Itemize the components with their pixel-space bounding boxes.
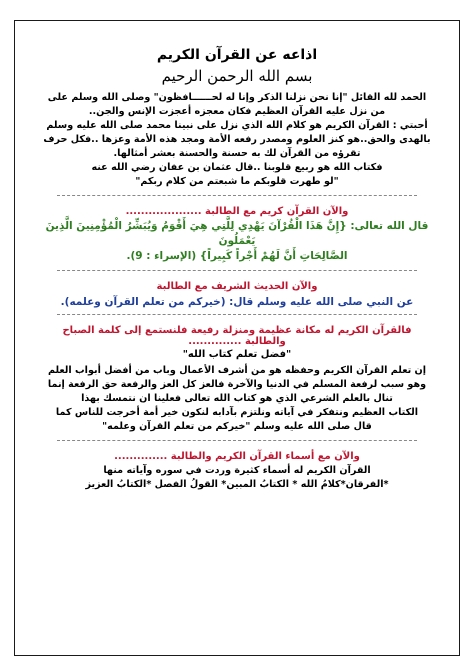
section1-dots: .................... (125, 206, 202, 217)
section3-dots: .............. (188, 336, 242, 347)
section2-heading: والآن الحديث الشريف مع الطالبة (156, 281, 318, 292)
section4-heading (29, 451, 445, 462)
speech-paragraph (33, 364, 441, 434)
intro-line: أحبتي : القرآن الكريم هو كلام الله الذي نزل على نبينا محمد صلى الله عليه وسلم (46, 120, 428, 131)
section3-heading-line (29, 336, 445, 347)
intro-paragraph (33, 91, 441, 189)
speech-line: وهو سبب لرفعة المسلم في الدنيا والآخرة فالعز كل العز والرفعة حق الرفعة إنما (47, 379, 427, 390)
quran-verse (35, 219, 439, 264)
section3-heading-line2: والطالبة (244, 336, 286, 347)
section3-heading-line: فالقرآن الكريم له مكانة عظيمة ومنزلة رفيعة فلنستمع إلى كلمة الصباح (62, 325, 412, 336)
quran-names-line: *الفرقان*كلامُ الله * الكتابُ المبين* القولُ الفصل *الكتابُ العزيز (85, 479, 389, 490)
intro-line: فكتاب الله هو ربيع قلوبنا ..قال عثمان بن عفان رضي الله عنه (91, 162, 383, 173)
page-border-frame (14, 20, 460, 656)
speech-title: "فضل تعلم كتاب الله" (182, 349, 292, 360)
hadith-text: عن النبي صلى الله عليه وسلم قال: (خيركم من تعلم القرآن وعلمه). (60, 296, 414, 308)
speech-line: الكتاب العظيم ونتفكر في آياته ونلتزم بآدابه لنكون خير أمة أخرجت للناس كما (55, 407, 419, 418)
intro-line: بالهدى والحق..هو كنز العلوم ومصدر رفعه الأمة ومجد هذه الأمة وعزها ..فكل حرف (43, 134, 431, 145)
section4-dots: .............. (114, 451, 168, 462)
speech-line: إن تعلم القرآن الكريم وحفظه هو من أشرف الأعمال وباب من أفضل أبواب العلم (47, 365, 427, 376)
speech-line: قال صلى الله عليه وسلم "خيركم من تعلم القرآن وعلمه" (102, 421, 372, 432)
intro-line: من نزل عليه القرآن العظيم فكان معجزه أعجزت الإنس والجن.. (88, 106, 386, 117)
section4-heading-text: والآن مع أسماء القرآن الكريم والطالبة (170, 451, 360, 462)
section1-heading-text: والآن القرآن كريم مع الطالبة (205, 206, 349, 217)
quran-verse-line: الصَّالِحَاتِ أَنَّ لَهُمْ أَجْراً كَبِيراً} (الإسراء : 9). (126, 250, 348, 262)
quran-names-line: القرآن الكريم له أسماء كثيرة وردت في سوره وآياته منها (103, 465, 371, 476)
section-divider (57, 440, 417, 441)
intro-line: "لو طهرت قلوبكم ما شبعتم من كلام ربكم" (135, 176, 339, 187)
basmala: بسم الله الرحمن الرحيم (161, 67, 313, 85)
intro-line: تقرؤه من القرآن لك به حسنة والحسنة بعشر أمثالها. (113, 148, 361, 159)
section-divider (57, 270, 417, 271)
section-divider (57, 195, 417, 196)
intro-line: الحمد لله القائل "إنا نحن نزلنا الذكر وإنا له لحــــــافظون" وصلى الله وسلم على (47, 92, 427, 103)
quran-verse-line: قال الله تعالى: {إِنَّ هَذَا الْقُرْآنَ يَهْدِي لِلَّتِي هِيَ أَقْوَمُ وَيُبَشِّرُ الْمُؤْمِنِينَ الَّذِينَ يَعْمَلُونَ (45, 220, 429, 247)
document-title: اذاعه عن القرآن الكريم (156, 47, 318, 63)
quran-names-paragraph (33, 464, 441, 492)
section1-heading (29, 206, 445, 217)
section-divider (57, 314, 417, 315)
section3-heading (29, 325, 445, 347)
speech-line: تنال بالعلم الشرعي الذي هو كتاب الله تعالى فعلينا ان نتمسك بهذا (81, 393, 393, 404)
